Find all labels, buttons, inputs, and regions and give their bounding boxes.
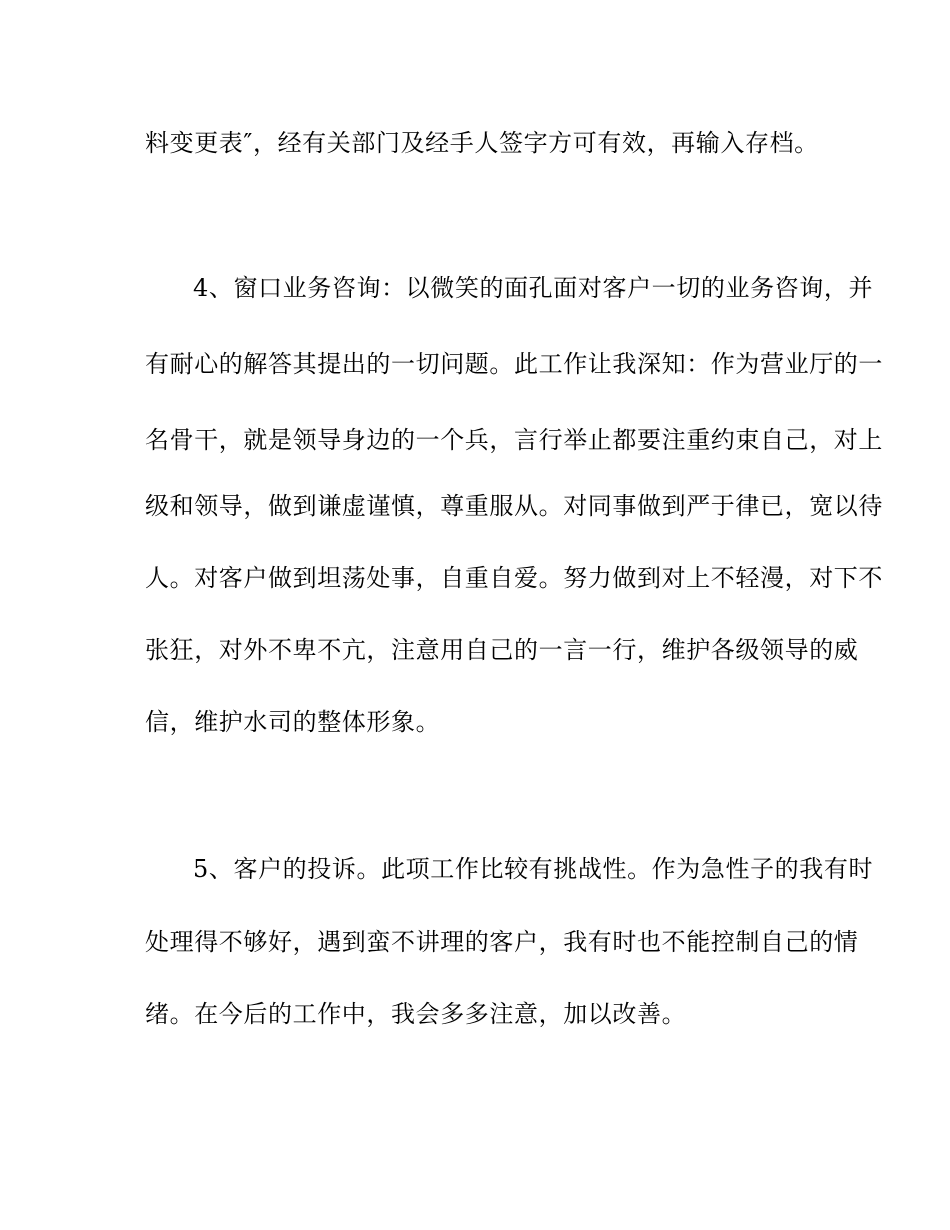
text-line: 4、窗口业务咨询：以微笑的面孔面对客户一切的业务咨询，并 (193, 274, 874, 302)
text-line: 有耐心的解答其提出的一切问题。此工作让我深知：作为营业厅的一 (145, 350, 883, 378)
text-line: 级和领导，做到谦虚谨慎，尊重服从。对同事做到严于律已，宽以待 (145, 492, 883, 520)
text-line: 信，维护水司的整体形象。 (145, 708, 441, 736)
text-line: 5、客户的投诉。此项工作比较有挑战性。作为急性子的我有时 (193, 855, 874, 883)
text-line: 绪。在今后的工作中，我会多多注意，加以改善。 (145, 1000, 687, 1028)
text-line: 处理得不够好，遇到蛮不讲理的客户，我有时也不能控制自己的情 (145, 928, 859, 956)
text-line: 人。对客户做到坦荡处事，自重自爱。努力做到对上不轻漫，对下不 (145, 564, 883, 592)
text-line: 名骨干，就是领导身边的一个兵，言行举止都要注重约束自己，对上 (145, 426, 883, 454)
text-line: 料变更表″，经有关部门及经手人签字方可有效，再输入存档。 (145, 129, 819, 157)
text-line: 张狂，对外不卑不亢，注意用自己的一言一行，维护各级领导的威 (145, 636, 859, 664)
